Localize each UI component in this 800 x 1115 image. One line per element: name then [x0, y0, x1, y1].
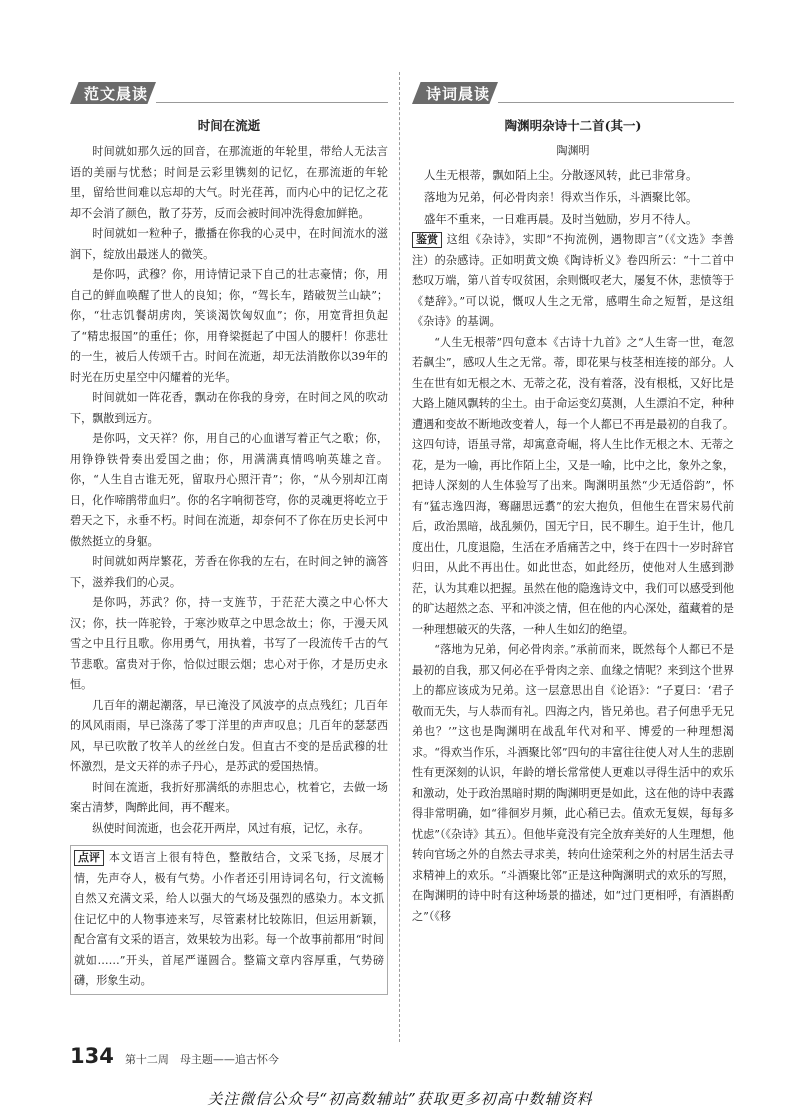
essay-title: 时间在流逝: [197, 118, 261, 133]
essay-paragraph: 是你吗，文天祥？你，用自己的心血谱写着正气之歌；你，用铮铮铁骨奏出爱国之曲；你，用满满真情鸣响英雄之音。你，“人生自古谁无死，留取丹心照汗青”；你，“从今别却江南日，化作啼鹃带血归”。你的名字响彻苍穹，你的灵魂更将屹立于碧天之下，永垂不朽。时间在流逝，却奈何不了你在历史长河中傲然挺立的身躯。: [70, 432, 388, 548]
essay-paragraph: 是你吗，武穆？你，用诗情记录下自己的壮志豪情；你，用自己的鲜血唤醒了世人的良知；你，“驾长车，踏破贺兰山缺”；你，“壮志饥餐胡虏肉，笑谈渴饮匈奴血”；你，用宽背担负起了“精忠报国”的重任；你，用脊梁挺起了中国人的腰杆！你悲壮的一生，被后人传颂千古。时间在流逝，却无法消散你以39年的时光在历史星空中闪耀着的光华。: [70, 268, 388, 384]
essay-paragraph: 纵使时间流逝，也会花开两岸，风过有痕，记忆，永存。: [92, 821, 370, 835]
essay-paragraph: 是你吗，苏武？你，持一支旌节，于茫茫大漠之中心怀大汉；你，扶一阵驼铃，于寒沙败草之中思念故土；你，于漫天风雪之中且行且歌。你用勇气，用执着，书写了一段流传千古的气节悲歌。富贵对于你，恰似过眼云烟；忠心对于你，才是历史永恒。: [70, 596, 388, 691]
comment-text: 本文语言上很有特色，整散结合，文采飞扬，尽展才情，先声夺人，极有气势。小作者还引用诗词名句，行文流畅自然又充满文采，给人以强大的气场及强烈的感染力。本文抓住记忆中的人物事迹来写，尽管素材比较陈旧，但运用新颖，配合富有文采的语言，效果较为出彩。每一个故事前都用“时间就如……”开头，首尾严谨圆合。整篇文章内容厚重，气势磅礴，形象生动。: [74, 851, 384, 987]
essay-paragraph: 时间就如一阵花香，飘动在你我的身旁，在时间之风的吹动下，飘散到远方。: [70, 391, 388, 425]
essay-paragraph: 时间在流逝，我折好那满纸的赤胆忠心，枕着它，去做一场案古清梦，陶醉此间，再不醒来。: [70, 780, 388, 814]
poem-verse: 人生无根蒂，飘如陌上尘。分散逐风转，此已非常身。: [424, 168, 698, 182]
appreciation-paragraph: 这组《杂诗》，实即“不拘流例，遇物即言”（《文选》李善注）的杂感诗。正如明黄文焕《陶诗析义》卷四所云：“十二首中愁叹万端，第八首专叹贫困，余则慨叹老大，屡复不休，悲愤等于《楚辞》。”可以说，慨叹人生之无常，感喟生命之短暂，是这组《杂诗》的基调。: [412, 233, 734, 328]
comment-box: [70, 845, 388, 995]
left-column: [70, 80, 388, 995]
essay-paragraph: 时间就如两岸繁花，芳香在你我的左右，在时间之钟的滴答下，滋养我们的心灵。: [70, 555, 388, 589]
poem-verse: 落地为兄弟，何必骨肉亲！得欢当作乐，斗酒聚比邻。: [424, 190, 698, 204]
appreciation-label: 鉴赏: [412, 232, 442, 248]
essay-paragraph: 时间就如一粒种子，撒播在你我的心灵中，在时间流水的滋润下，绽放出最迷人的微笑。: [70, 227, 388, 261]
footer-week-text: 第十二周 母主题——追古怀今: [124, 1053, 279, 1066]
appreciation-paragraph: “人生无根蒂”四句意本《古诗十九首》之“人生寄一世，奄忽若飙尘”，感叹人生之无常。蒂，即花果与枝茎相连接的部分。人生在世有如无根之木、无蒂之花，没有着落，没有根柢，又好比是大路上随风飘转的尘土。由于命运变幻莫测，人生漂泊不定，种种遭遇和变故不断地改变着人，每一个人都已不再是最初的自我了。这四句诗，语虽寻常，却寓意奇崛，将人生比作无根之木、无蒂之花，是为一喻，再比作陌上尘，又是一喻，比中之比，象外之象，把诗人深刻的人生体验写了出来。陶渊明虽然“少无适俗韵”，怀有“猛志逸四海，骞翮思远翥”的宏大抱负，但他生在晋宋易代前后，政治黑暗，战乱频仍，国无宁日，民不聊生。迫于生计，他几度出仕，几度退隐，生活在矛盾痛苦之中，终于在四十一岁时辞官归田，从此不再出仕。如此世态，如此经历，使他对人生感到渺茫，认为其难以把握。虽然在他的隐逸诗文中，我们可以感受到他的旷达超然之态、平和冲淡之情，但在他的内心深处，蕴藏着的是一种理想破灭的失落，一种人生如幻的绝望。: [412, 335, 734, 636]
section-tag-right: [412, 80, 734, 106]
poem-verse: 盛年不重来，一日难再晨。及时当勉励，岁月不待人。: [424, 212, 698, 226]
section-tag-left: [70, 80, 388, 106]
comment-label: 点评: [74, 850, 104, 866]
promo-banner: 关注微信公众号“初高数辅站”获取更多初高中数辅资料: [207, 1090, 593, 1108]
poem-title: 陶渊明杂诗十二首(其一): [504, 118, 642, 133]
essay-paragraph: 几百年的潮起潮落，早已淹没了风波亭的点点残红；几百年的风风雨雨，早已涤荡了零丁洋里的声声叹息；几百年的瑟瑟西风，早已吹散了牧羊人的丝丝白发。但直古不变的是岳武穆的壮怀激烈，是文天祥的赤子丹心，是苏武的爱国热情。: [70, 698, 388, 773]
section-tag-label: 范文晨读: [84, 85, 149, 103]
section-tag-label: 诗词晨读: [426, 85, 491, 103]
essay-paragraph: 时间就如那久远的回音，在那流逝的年轮里，带给人无法言语的美丽与忧愁；时间是云彩里镌刻的记忆，在那流逝的年轮里，留给世间难以忘却的大气。时光荏苒，而内心中的记忆之花却不会消了颜色，散了芬芳，反而会被时间冲洗得愈加鲜艳。: [70, 145, 388, 220]
column-divider: [399, 72, 400, 1042]
right-column: [412, 80, 734, 927]
page-number: 134: [70, 1044, 114, 1068]
appreciation-paragraph: “落地为兄弟，何必骨肉亲。”承前而来，既然每个人都已不是最初的自我，那又何必在乎骨肉之亲、血缘之情呢？来到这个世界上的都应该成为兄弟。这一层意思出自《论语》：“子夏曰：‘君子敬而无失，与人恭而有礼。四海之内，皆兄弟也。君子何患乎无兄弟也？’”这也是陶渊明在战乱年代对和平、博爱的一种理想渴求。“得欢当作乐，斗酒聚比邻”四句的丰富往往使人对人生的悲剧性有更深刻的认识，年龄的增长常常使人更难以寻得生活中的欢乐和激动，处于政治黑暗时期的陶渊明更是如此，这在他的诗中表露得非常明确，如“徘徊岁月频，此心稍已去。值欢无复娱，每每多忧虑”（《杂诗》其五）。但他毕竟没有完全放弃美好的人生理想，他转向官场之外的自然去寻求美，转向仕途荣利之外的村居生活去寻求精神上的欢乐。“斗酒聚比邻”正是这种陶渊明式的欢乐的写照，在陶渊明的诗中时有这种场景的描述，如“过门更相呼，有酒斟酌之”（《移: [412, 643, 734, 923]
page-footer: [70, 1044, 410, 1068]
poem-author: 陶渊明: [556, 144, 590, 157]
